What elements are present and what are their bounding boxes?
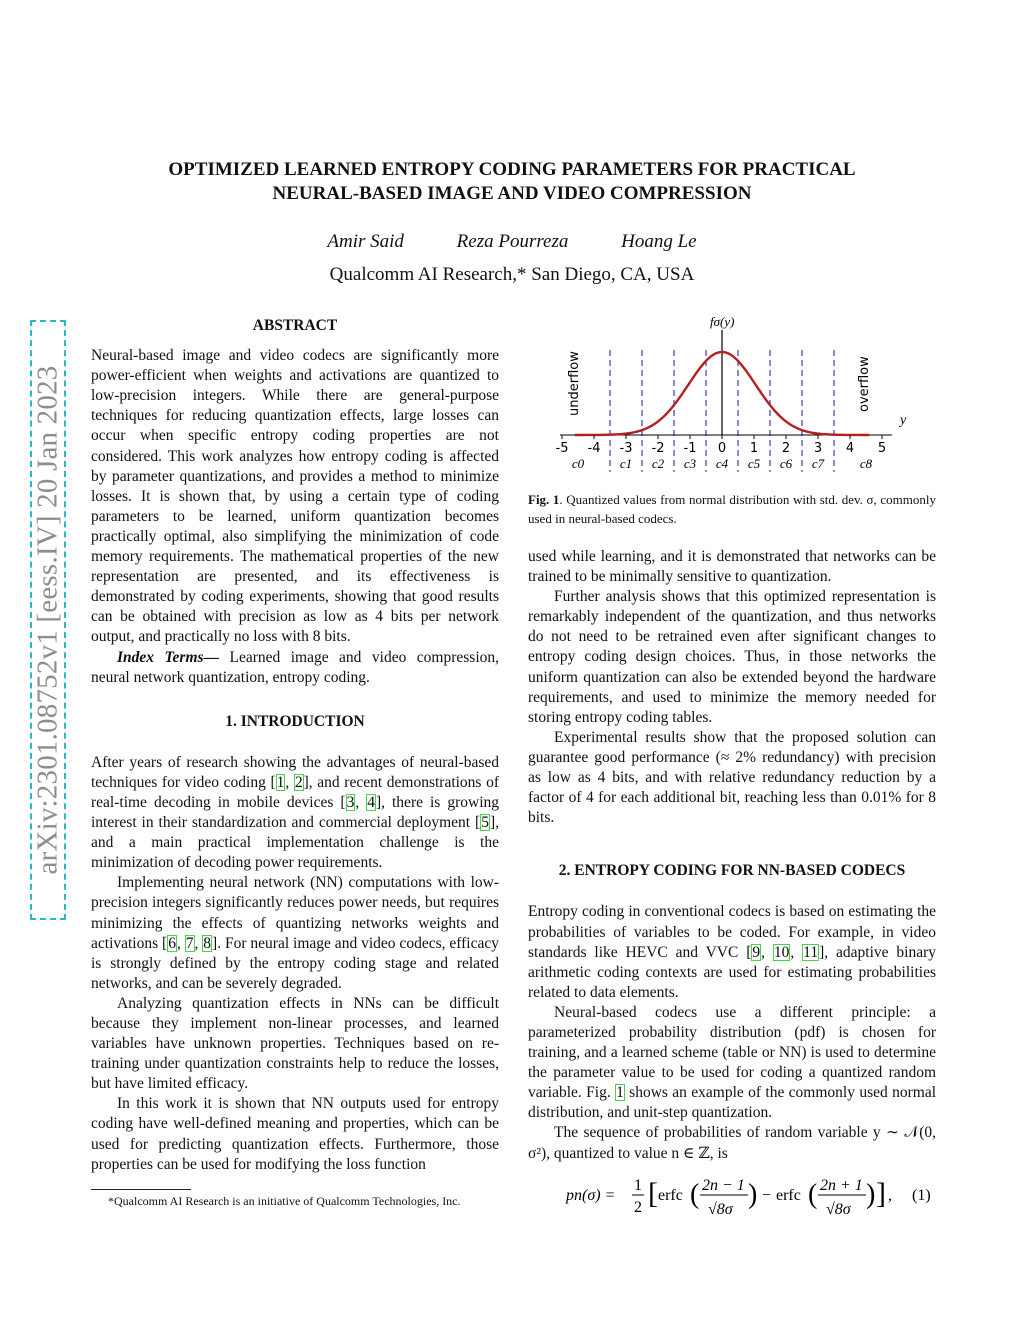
- svg-text:[: [: [648, 1177, 658, 1210]
- footnote: *Qualcomm AI Research is an initiative of Qualcomm Technologies, Inc.: [108, 1194, 461, 1208]
- affiliation: Qualcomm AI Research,* San Diego, CA, USA: [329, 264, 695, 285]
- y-axis-label: y: [900, 413, 907, 428]
- eq-half-den: 2: [634, 1199, 642, 1216]
- intro-paragraph-1: After years of research showing the advantages of neural-based techniques for video coding [1, 2], and recent demonstrations of real-time decoding in mobile devices [3, 4], there is growing interest in their standardization and commercial deployment [5], and a main practical implementation challenge is the minimization of decoding power requirements.: [91, 753, 500, 872]
- svg-text:(: (: [808, 1179, 818, 1210]
- bin-label: c8: [859, 456, 873, 471]
- figure-caption-label: Fig. 1: [528, 492, 560, 507]
- citation-link[interactable]: 9: [752, 943, 761, 961]
- figure-caption-text: . Quantized values from normal distribution with std. dev. σ, commonly used in neural-based codecs.: [528, 492, 936, 526]
- right-paragraph-2: Further analysis shows that this optimized representation is remarkably independent of the quantization, and thus networks do not need to be retrained even after significant changes to entropy coding design choices. Thus, in those networks the uniform quantization can also be extended beyond the hardware requirements, and used to minimize the memory needed for storing entropy coding tables.: [528, 588, 936, 726]
- svg-text:): ): [748, 1179, 758, 1210]
- arxiv-id: arXiv:2301.08752v1 [eess.IV] 20 Jan 2023: [31, 365, 64, 875]
- eq-minus: −: [762, 1187, 772, 1204]
- eq-den-2: √8σ: [826, 1201, 851, 1218]
- citation-link[interactable]: 4: [367, 793, 375, 811]
- author-list: [100, 231, 924, 253]
- bin-label: c7: [811, 456, 825, 471]
- citation-link[interactable]: 2: [294, 773, 303, 791]
- x-tick-label: -1: [683, 441, 697, 456]
- function-label: fσ(y): [710, 314, 735, 329]
- s2-paragraph-2: Neural-based codecs use a different principle: a parameterized probability distribution (pdf) is chosen for training, and a learned scheme (table or NN) is used to determine the parameter value to be used for coding a quantized random variable. Fig. 1 shows an example of the commonly used normal distribution, and unit-step quantization.: [528, 1003, 937, 1122]
- citation-link[interactable]: 5: [481, 814, 489, 832]
- x-tick-label: -3: [619, 441, 633, 456]
- intro-paragraph-3: Analyzing quantization effects in NNs can be difficult because they implement non-linear processes, and learned variables have unknown properties. Techniques based on re-training under quantization constraints help to reduce the losses, but have limited efficacy.: [91, 994, 499, 1093]
- x-tick-label: 3: [813, 441, 823, 456]
- index-terms-label: Index Terms—: [117, 648, 220, 666]
- underflow-label: underflow: [567, 351, 582, 416]
- citation-link[interactable]: 6: [168, 934, 176, 952]
- eq-den-1: √8σ: [708, 1201, 733, 1218]
- svg-text:]: ]: [876, 1177, 886, 1210]
- eq-number: (1): [912, 1187, 931, 1204]
- index-terms: [91, 648, 499, 688]
- title-line-2: NEURAL-BASED IMAGE AND VIDEO COMPRESSION: [272, 183, 752, 204]
- x-tick-label: 1: [749, 441, 759, 456]
- paper-title: [100, 158, 924, 206]
- x-tick-label: 5: [877, 441, 887, 456]
- svg-text:(: (: [690, 1179, 700, 1210]
- index-terms-text: Learned image and video compression, neural network quantization, entropy coding.: [91, 648, 500, 686]
- bin-label: c0: [571, 456, 585, 471]
- figure-caption: [528, 490, 936, 528]
- footnote-rule: [91, 1189, 191, 1190]
- eq-half-num: 1: [634, 1177, 642, 1194]
- x-tick-label: -2: [651, 441, 665, 456]
- s2-paragraph-3: The sequence of probabilities of random variable y ∼ 𝒩(0, σ²), quantized to value n ∈ ℤ, is: [528, 1124, 936, 1162]
- citation-link[interactable]: 7: [185, 934, 194, 952]
- intro-paragraph-2: Implementing neural network (NN) computations with low-precision integers significantly reduces power needs, but requires minimizing the effects of quantizing networks weights and activations [6, 7, 8]. For neural image and video codecs, efficacy is strongly defined by the entropy coding stage and related networks, and can be severely degraded.: [91, 874, 500, 992]
- bin-label: c5: [747, 456, 761, 471]
- bin-label: c1: [619, 456, 633, 471]
- right-paragraph-1: used while learning, and it is demonstrated that networks can be trained to be minimally sensitive to quantization.: [528, 548, 936, 586]
- figure-1: [540, 312, 920, 482]
- eq-num-2: 2n + 1: [820, 1177, 863, 1194]
- figure-link[interactable]: 1: [616, 1084, 624, 1102]
- citation-link[interactable]: 1: [276, 773, 285, 791]
- citation-link[interactable]: 11: [803, 943, 819, 961]
- author-2: Reza Pourreza: [456, 231, 569, 252]
- x-tick-label: -5: [555, 441, 569, 456]
- bin-label: c4: [715, 456, 729, 471]
- x-tick-label: 2: [781, 441, 791, 456]
- bin-label: c6: [779, 456, 793, 471]
- right-paragraph-3: Experimental results show that the proposed solution can guarantee good performance (≈ 2% redundancy) with precision as low as 4 bits, and with relative redundancy reduction by a factor of 4 for each additional bit, reaching less than 0.01% for 8 bits.: [528, 728, 936, 827]
- svg-text:,: ,: [888, 1187, 892, 1204]
- arxiv-stamp: [30, 320, 66, 920]
- eq-num-1: 2n − 1: [702, 1177, 745, 1194]
- citation-link[interactable]: 10: [773, 943, 790, 961]
- title-line-1: OPTIMIZED LEARNED ENTROPY CODING PARAMETERS FOR PRACTICAL: [168, 159, 856, 180]
- eq-lhs: pn(σ) =: [566, 1187, 616, 1204]
- overflow-label: overflow: [857, 356, 872, 412]
- abstract-heading: ABSTRACT: [252, 317, 338, 334]
- introduction-heading: 1. INTRODUCTION: [225, 712, 365, 730]
- x-tick-label: 0: [717, 441, 727, 456]
- author-3: Hoang Le: [621, 231, 697, 252]
- abstract-text: Neural-based image and video codecs are significantly more power-efficient when weights and activations are quantized to low-precision integers. While there are general-purpose techniques for reducing quantization effects, large losses can occur when specific entropy coding properties are not considered. This work analyzes how entropy coding is affected by parameter quantizations, and provides a method to minimize losses. It is shown that, by using a certain type of coding parameters to be learned, uniform quantization becomes practically optimal, also simplifying the minimization of code memory requirements. The mathematical properties of the new representation are presented, and its effectiveness is demonstrated by coding experiments, showing that good results can be obtained with precision as low as 4 bits per network output, and practically no loss with 8 bits.: [91, 347, 499, 646]
- citation-link[interactable]: 3: [346, 793, 355, 811]
- eq-erfc-2: erfc: [776, 1187, 801, 1204]
- author-1: Amir Said: [327, 231, 404, 252]
- svg-text:): ): [866, 1179, 876, 1210]
- eq-erfc-1: erfc: [658, 1187, 683, 1204]
- section-2-heading: 2. ENTROPY CODING FOR NN-BASED CODECS: [558, 862, 906, 880]
- bin-label: c2: [651, 456, 665, 471]
- x-tick-label: -4: [587, 441, 601, 456]
- right-column: [528, 547, 936, 1164]
- equation-1: [540, 1172, 936, 1222]
- left-column: [91, 316, 499, 1175]
- citation-link[interactable]: 8: [203, 934, 212, 952]
- intro-paragraph-4: In this work it is shown that NN outputs used for entropy coding have well-defined meaning and properties, which can be used for predicting quantization effects. Furthermore, those properties can be used for modifying the loss function: [91, 1095, 499, 1173]
- bin-label: c3: [683, 456, 697, 471]
- s2-paragraph-1: Entropy coding in conventional codecs is based on estimating the probabilities of variables to be coded. For example, in video standards like HEVC and VVC [9, 10, 11], adaptive binary arithmetic coding contexts are used for estimating probabilities related to data elements.: [528, 903, 937, 1001]
- x-tick-label: 4: [845, 441, 855, 456]
